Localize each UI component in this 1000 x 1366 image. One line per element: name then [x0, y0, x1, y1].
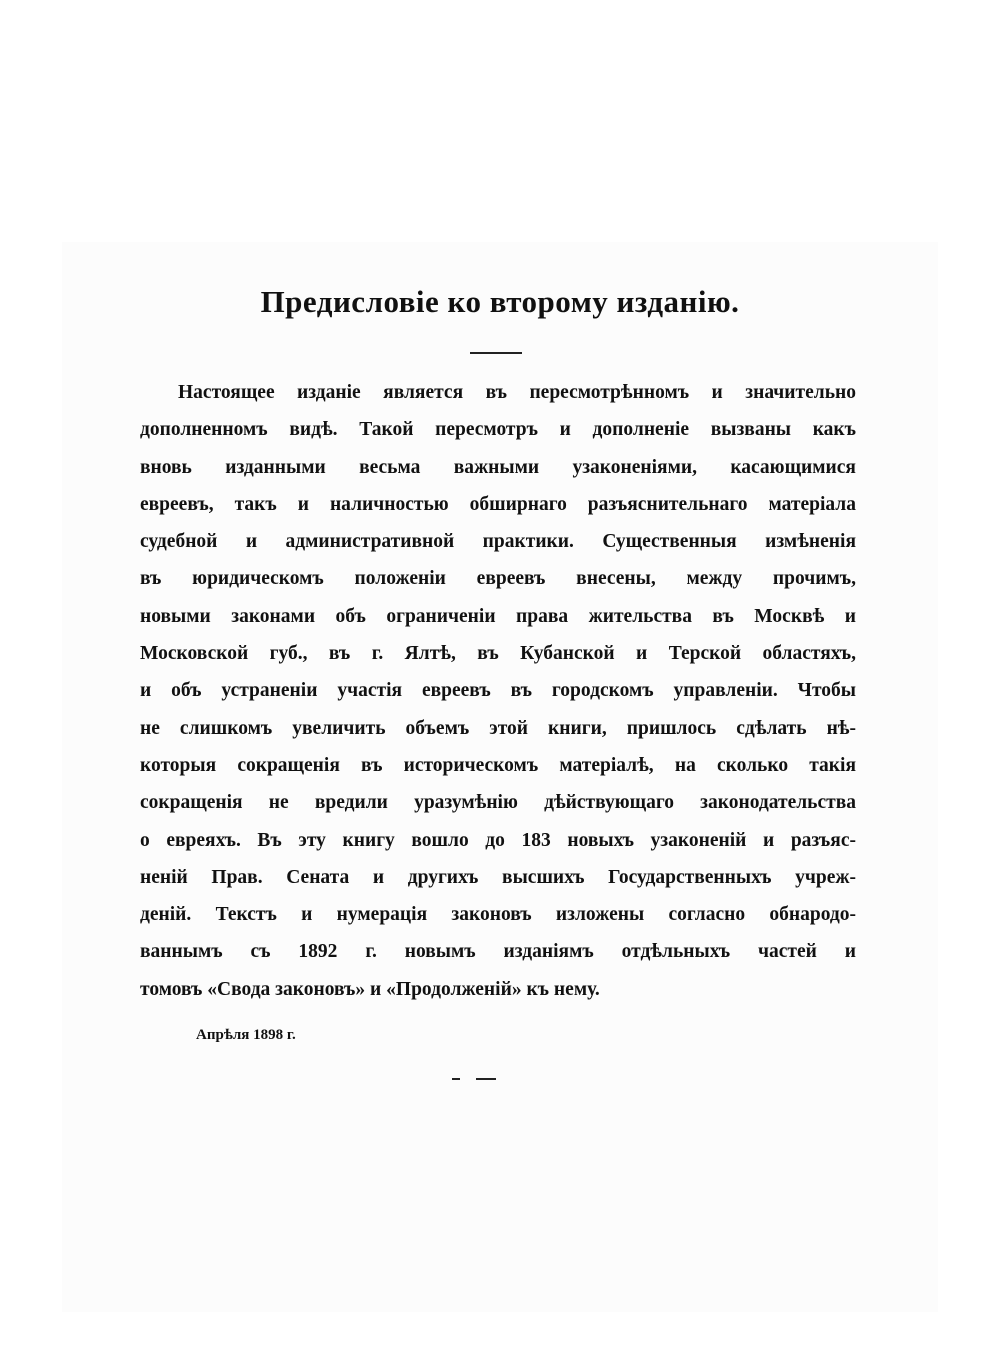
text-line: дополненномъ видѣ. Такой пересмотръ и дополненіе вызваны какъ [140, 419, 856, 441]
text-line: Московской губ., въ г. Ялтѣ, въ Кубанской и Терской областяхъ, [140, 643, 856, 665]
page-title: Предисловіе ко второму изданію. [260, 284, 740, 319]
date-line: Апрѣля 1898 г. [196, 1027, 296, 1043]
text-line: деній. Текстъ и нумерація законовъ изложены согласно обнародо- [140, 904, 856, 926]
preface-paragraph [140, 378, 856, 1012]
end-divider [452, 1078, 460, 1080]
text-line: томовъ «Свода законовъ» и «Продолженій» къ нему. [140, 978, 600, 1000]
text-line: евреевъ, такъ и наличностью обширнаго разъяснительнаго матеріала [140, 493, 856, 515]
text-line: новыми законами объ ограниченіи права жительства въ Москвѣ и [140, 605, 856, 627]
title-divider [470, 352, 522, 354]
text-line: судебной и административной практики. Существенныя измѣненія [140, 531, 856, 553]
text-line: не слишкомъ увеличить объемъ этой книги, пришлось сдѣлать нѣ- [140, 717, 856, 739]
text-line: и объ устраненіи участія евреевъ въ городскомъ управленіи. Чтобы [140, 680, 856, 702]
text-line: Настоящее изданіе является въ пересмотрѣнномъ и значительно [178, 382, 856, 403]
text-line: ваннымъ съ 1892 г. новымъ изданіямъ отдѣльныхъ частей и [140, 941, 856, 963]
end-divider [476, 1078, 496, 1080]
text-line: неній Прав. Сената и другихъ высшихъ Государственныхъ учреж- [140, 866, 856, 888]
text-line: которыя сокращенія въ историческомъ матеріалѣ, на сколько такія [140, 754, 856, 776]
text-line: въ юридическомъ положеніи евреевъ внесены, между прочимъ, [140, 568, 856, 590]
text-line: о евреяхъ. Въ эту книгу вошло до 183 новыхъ узаконеній и разъяс- [140, 829, 856, 851]
text-line: сокращенія не вредили уразумѣнію дѣйствующаго законодательства [140, 792, 856, 814]
text-line: вновь изданными весьма важными узаконеніями, касающимися [140, 456, 856, 478]
